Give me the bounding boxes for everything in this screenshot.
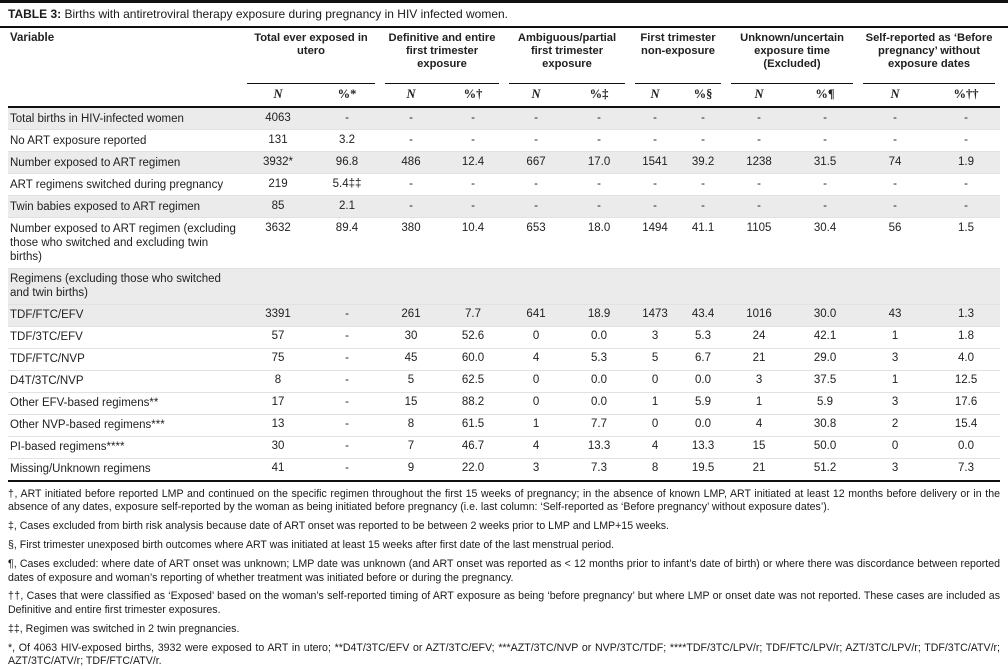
value-cell: - <box>757 133 761 146</box>
value-cell: 5.4‡‡ <box>332 177 362 190</box>
footnote: †, ART initiated before reported LMP and continued on the specific regimen throughout the first 15 weeks of pregnancy; in the absence of known LMP, ART initiated at least 12 months before delivery or in the absence of any dates, exposure self-reported by the woman as being initiated before pregnancy (i.e. last column: ‘Self-reported as ‘Before pregnancy’ without exposure dates’). <box>8 487 1000 514</box>
value-cell: 1 <box>755 396 763 409</box>
value-cell: 19.5 <box>691 462 715 475</box>
table-title <box>0 0 1008 28</box>
value-cell: 0 <box>651 374 659 387</box>
group-label: Ambiguous/partial first trimester exposure <box>517 32 617 71</box>
value-cell: 3.2 <box>339 133 355 146</box>
value-cell: 30.8 <box>813 418 837 431</box>
value-cell: - <box>345 352 349 365</box>
value-cell: 5 <box>407 374 415 387</box>
value-cell: - <box>345 440 349 453</box>
value-cell: 380 <box>401 221 421 234</box>
footnote: ‡, Cases excluded from birth risk analysis because date of ART onset was reported to be between 2 weeks prior to LMP and LMP+15 weeks. <box>8 520 669 533</box>
subheader-n: N <box>754 87 764 102</box>
value-cell: - <box>701 111 705 124</box>
value-cell: 30 <box>271 440 285 453</box>
value-cell: 3 <box>891 396 899 409</box>
row-label: D4T/3TC/NVP <box>10 375 84 388</box>
row-label: Twin babies exposed to ART regimen <box>10 200 201 213</box>
value-cell: - <box>345 308 349 321</box>
value-cell: 74 <box>888 155 902 168</box>
value-cell: 21 <box>752 352 766 365</box>
value-cell: 30 <box>404 330 418 343</box>
value-cell: 30.4 <box>813 221 837 234</box>
value-cell: 56 <box>888 221 902 234</box>
value-cell: 1 <box>891 330 899 343</box>
table-row <box>8 130 1000 152</box>
value-cell: - <box>345 418 349 431</box>
value-cell: - <box>964 133 968 146</box>
value-cell: - <box>345 330 349 343</box>
value-cell: 60.0 <box>461 352 485 365</box>
value-cell: 7.7 <box>465 308 481 321</box>
value-cell: 1494 <box>642 221 668 234</box>
value-cell: 96.8 <box>335 155 359 168</box>
group-label: Unknown/uncertain exposure time (Excluded) <box>740 32 844 71</box>
table-row <box>8 458 1000 481</box>
value-cell: 486 <box>401 155 421 168</box>
value-cell: 0 <box>532 396 540 409</box>
value-cell: 1 <box>532 418 540 431</box>
value-cell: 261 <box>401 308 421 321</box>
value-cell: 1105 <box>746 221 772 234</box>
value-cell: 88.2 <box>461 396 485 409</box>
value-cell: - <box>964 111 968 124</box>
value-cell: 5.9 <box>695 396 712 409</box>
footnote: ††, Cases that were classified as ‘Exposed’ based on the woman’s self-reported timing of ART exposure as being ‘before pregnancy’ but where LMP or onset date was not reported. These cases are included as Definitive and entire first trimester exposures. <box>8 590 1000 617</box>
value-cell: - <box>597 133 601 146</box>
value-cell: 46.7 <box>461 440 485 453</box>
group-label: Definitive and entire first trimester exposure <box>388 32 496 71</box>
table-row <box>8 152 1000 174</box>
value-cell: - <box>534 199 538 212</box>
value-cell: 13 <box>271 418 285 431</box>
footnote: ‡‡, Regimen was switched in 2 twin pregnancies. <box>8 622 240 635</box>
value-cell: 8 <box>407 418 415 431</box>
row-label: ART regimens switched during pregnancy <box>10 178 224 191</box>
value-cell: 1.9 <box>958 155 975 168</box>
value-cell: 7.3 <box>591 462 608 475</box>
value-cell: - <box>701 177 705 190</box>
value-cell: 85 <box>271 199 285 212</box>
value-cell: 17.0 <box>587 155 611 168</box>
group-header-self-reported <box>858 28 1000 84</box>
row-label: TDF/FTC/NVP <box>10 353 85 366</box>
subheader-pct: %¶ <box>815 87 835 102</box>
value-cell: 24 <box>752 330 766 343</box>
table-row <box>8 174 1000 196</box>
value-cell: - <box>757 111 761 124</box>
table-row <box>8 218 1000 268</box>
value-cell: - <box>471 177 475 190</box>
value-cell: 4 <box>532 440 540 453</box>
value-cell: - <box>409 111 413 124</box>
group-rule <box>385 83 499 84</box>
group-rule <box>247 83 375 84</box>
value-cell: 22.0 <box>461 462 485 475</box>
group-header-ambiguous-partial <box>504 28 630 84</box>
value-cell: 51.2 <box>813 462 837 475</box>
value-cell: 131 <box>268 133 288 146</box>
value-cell: - <box>757 199 761 212</box>
value-cell: 8 <box>274 374 282 387</box>
group-header-unknown-uncertain <box>726 28 858 84</box>
table-row <box>8 196 1000 218</box>
value-cell: - <box>964 177 968 190</box>
value-cell: - <box>653 177 657 190</box>
value-cell: 39.2 <box>691 155 715 168</box>
value-cell: 4 <box>755 418 763 431</box>
value-cell: - <box>823 133 827 146</box>
value-cell: 3632 <box>265 221 291 234</box>
value-cell: - <box>701 199 705 212</box>
value-cell: 43.4 <box>691 308 715 321</box>
value-cell: 12.5 <box>954 374 978 387</box>
value-cell: 3 <box>755 374 763 387</box>
group-header-definitive-first-trimester <box>380 28 504 84</box>
group-label: First trimester non-exposure <box>640 32 716 58</box>
value-cell: 2.1 <box>339 199 355 212</box>
value-cell: 21 <box>752 462 766 475</box>
value-cell: 0 <box>651 418 659 431</box>
footnote: *, Of 4063 HIV-exposed births, 3932 were exposed to ART in utero; **D4T/3TC/EFV or AZT/3TC/EFV; ***AZT/3TC/NVP or NVP/3TC/TDF; ****TDF/3TC/LPV/r; TDF/FTC/LPV/r; AZT/3TC/LPV/r; TDF/3TC/ATV/r; AZT/3TC/ATV/r; TDF/FTC/ATV/r. <box>8 641 1000 668</box>
value-cell: 0.0 <box>591 374 608 387</box>
value-cell: 10.4 <box>461 221 485 234</box>
row-label: Other EFV-based regimens** <box>10 397 159 410</box>
value-cell: 1.5 <box>958 221 975 234</box>
value-cell: 37.5 <box>813 374 837 387</box>
value-cell: 15.4 <box>954 418 978 431</box>
subheader-n: N <box>531 87 541 102</box>
value-cell: 4063 <box>265 111 291 124</box>
value-cell: 1.3 <box>958 308 975 321</box>
value-cell: - <box>345 374 349 387</box>
table-row <box>8 348 1000 370</box>
row-label: PI-based regimens**** <box>10 441 125 454</box>
value-cell: 3 <box>532 462 540 475</box>
value-cell: 0 <box>532 330 540 343</box>
value-cell: 6.7 <box>695 352 712 365</box>
value-cell: 1 <box>891 374 899 387</box>
subheader-n: N <box>890 87 900 102</box>
section-label: Regimens (excluding those who switched and twin births) <box>10 273 221 300</box>
value-cell: 89.4 <box>335 221 359 234</box>
value-cell: 12.4 <box>461 155 485 168</box>
value-cell: 3391 <box>265 308 291 321</box>
value-cell: 17.6 <box>954 396 978 409</box>
value-cell: - <box>597 111 601 124</box>
group-rule <box>509 83 625 84</box>
row-label: No ART exposure reported <box>10 134 147 147</box>
data-table <box>8 28 1000 481</box>
value-cell: 0.0 <box>695 418 712 431</box>
value-cell: 2 <box>891 418 899 431</box>
value-cell: 42.1 <box>813 330 837 343</box>
value-cell: - <box>345 462 349 475</box>
value-cell: 5.9 <box>817 396 834 409</box>
table-row <box>8 304 1000 326</box>
subheader-pct: %‡ <box>589 87 609 102</box>
value-cell: - <box>597 199 601 212</box>
value-cell: 3 <box>891 352 899 365</box>
value-cell: - <box>701 133 705 146</box>
subheader-n: N <box>406 87 416 102</box>
column-header-variable: Variable <box>10 32 55 45</box>
table-caption: Births with antiretroviral therapy exposure during pregnancy in HIV infected women. <box>61 7 508 21</box>
value-cell: 219 <box>268 177 288 190</box>
group-rule <box>731 83 853 84</box>
table-row <box>8 326 1000 348</box>
value-cell: 667 <box>526 155 546 168</box>
value-cell: 31.5 <box>813 155 837 168</box>
value-cell: - <box>653 199 657 212</box>
value-cell: - <box>893 111 897 124</box>
table-row <box>8 370 1000 392</box>
value-cell: 57 <box>271 330 285 343</box>
value-cell: 13.3 <box>587 440 611 453</box>
group-label: Total ever exposed in utero <box>254 32 368 58</box>
value-cell: 75 <box>271 352 285 365</box>
table-number: TABLE 3: <box>8 7 62 21</box>
value-cell: 52.6 <box>461 330 485 343</box>
table-row <box>8 392 1000 414</box>
value-cell: 1016 <box>746 308 772 321</box>
group-rule <box>635 83 721 84</box>
value-cell: 3 <box>651 330 659 343</box>
value-cell: 3 <box>891 462 899 475</box>
value-cell: - <box>534 111 538 124</box>
value-cell: 7.3 <box>958 462 975 475</box>
subheader-n: N <box>273 87 283 102</box>
value-cell: 0.0 <box>695 374 712 387</box>
section-row <box>8 268 1000 304</box>
value-cell: 43 <box>888 308 902 321</box>
table-row <box>8 414 1000 436</box>
row-label: Number exposed to ART regimen <box>10 156 181 169</box>
value-cell: - <box>893 199 897 212</box>
subheader-pct: %†† <box>953 87 979 102</box>
value-cell: 0.0 <box>591 396 608 409</box>
value-cell: - <box>471 133 475 146</box>
value-cell: 4.0 <box>958 352 975 365</box>
value-cell: - <box>534 177 538 190</box>
value-cell: - <box>823 111 827 124</box>
value-cell: - <box>893 133 897 146</box>
value-cell: 1 <box>651 396 659 409</box>
value-cell: 18.9 <box>587 308 611 321</box>
value-cell: 7.7 <box>591 418 608 431</box>
value-cell: - <box>653 111 657 124</box>
value-cell: 15 <box>404 396 418 409</box>
row-label: Number exposed to ART regimen (excluding those who switched and excluding twin births) <box>10 222 236 263</box>
value-cell: 62.5 <box>461 374 485 387</box>
value-cell: 61.5 <box>461 418 485 431</box>
value-cell: 1238 <box>746 155 772 168</box>
value-cell: 41 <box>271 462 285 475</box>
subheader-pct: %* <box>337 87 357 102</box>
value-cell: - <box>409 133 413 146</box>
footnote: §, First trimester unexposed birth outcomes where ART was initiated at least 15 weeks after first date of the last menstrual period. <box>8 538 615 551</box>
group-header-total-exposed <box>242 28 380 84</box>
value-cell: - <box>409 177 413 190</box>
row-label: TDF/3TC/EFV <box>10 331 83 344</box>
table-body <box>8 107 1000 480</box>
value-cell: - <box>534 133 538 146</box>
table-row <box>8 436 1000 458</box>
value-cell: 18.0 <box>587 221 611 234</box>
group-header-first-trimester-nonexposure <box>630 28 726 84</box>
value-cell: - <box>823 199 827 212</box>
row-label: TDF/FTC/EFV <box>10 309 84 322</box>
value-cell: 5.3 <box>591 352 608 365</box>
value-cell: - <box>409 199 413 212</box>
footnote: ¶, Cases excluded: where date of ART onset was unknown; LMP date was unknown (and ART onset was reported as < 12 months prior to infant’s date of birth) or where there was discordance between reported dates of exposure and woman’s reporting of whether treatment was initiated before or during the pregnancy. <box>8 557 1000 584</box>
value-cell: 41.1 <box>691 221 715 234</box>
value-cell: 15 <box>752 440 766 453</box>
value-cell: - <box>823 177 827 190</box>
value-cell: 0 <box>532 374 540 387</box>
value-cell: 641 <box>526 308 546 321</box>
value-cell: 29.0 <box>813 352 837 365</box>
value-cell: - <box>345 396 349 409</box>
subheader-n: N <box>650 87 660 102</box>
value-cell: 0 <box>891 440 899 453</box>
value-cell: 0.0 <box>591 330 608 343</box>
value-cell: - <box>471 111 475 124</box>
value-cell: 1473 <box>642 308 668 321</box>
value-cell: 4 <box>532 352 540 365</box>
value-cell: 0.0 <box>958 440 975 453</box>
group-label: Self-reported as ‘Before pregnancy’ without exposure dates <box>865 32 993 71</box>
value-cell: 45 <box>404 352 418 365</box>
group-rule <box>863 83 995 84</box>
value-cell: 9 <box>407 462 415 475</box>
value-cell: 1.8 <box>958 330 975 343</box>
subheader-pct: %† <box>463 87 483 102</box>
value-cell: - <box>345 111 349 124</box>
value-cell: - <box>893 177 897 190</box>
value-cell: - <box>653 133 657 146</box>
value-cell: 4 <box>651 440 659 453</box>
subheader-pct: %§ <box>693 87 713 102</box>
row-label: Missing/Unknown regimens <box>10 463 151 476</box>
value-cell: 50.0 <box>813 440 837 453</box>
table-row <box>8 107 1000 130</box>
value-cell: 7 <box>407 440 415 453</box>
value-cell: - <box>964 199 968 212</box>
value-cell: - <box>597 177 601 190</box>
table-header <box>8 28 1000 107</box>
row-label: Other NVP-based regimens*** <box>10 419 165 432</box>
value-cell: 1541 <box>642 155 668 168</box>
value-cell: 653 <box>526 221 546 234</box>
footnotes <box>0 482 1008 669</box>
value-cell: 5 <box>651 352 659 365</box>
value-cell: 30.0 <box>813 308 837 321</box>
value-cell: 5.3 <box>695 330 712 343</box>
value-cell: 3932* <box>262 155 294 168</box>
value-cell: 8 <box>651 462 659 475</box>
value-cell: - <box>471 199 475 212</box>
row-label: Total births in HIV-infected women <box>10 112 184 125</box>
value-cell: 13.3 <box>691 440 715 453</box>
value-cell: 17 <box>271 396 285 409</box>
value-cell: - <box>757 177 761 190</box>
